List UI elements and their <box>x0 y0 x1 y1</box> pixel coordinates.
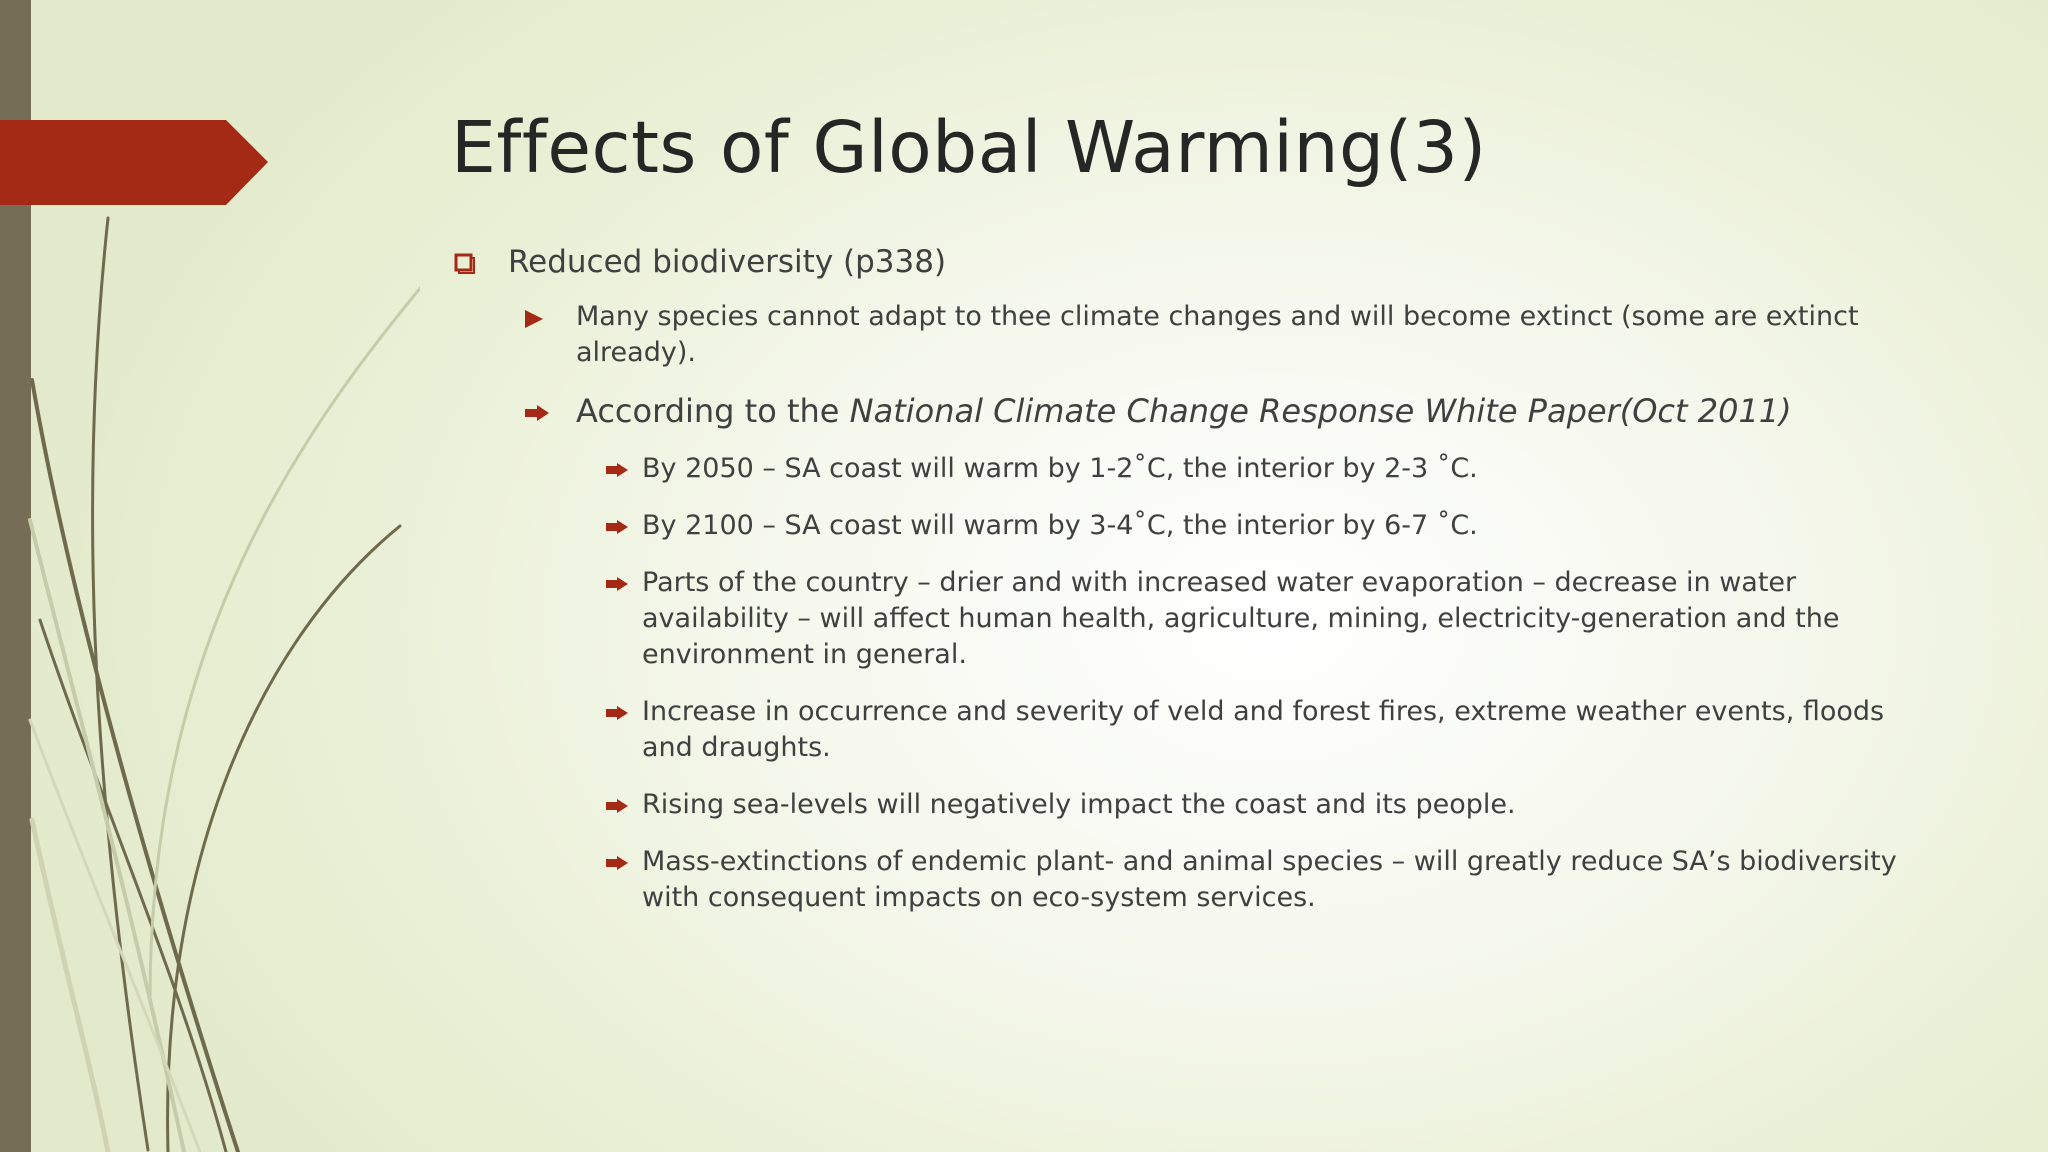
thick-arrow-icon <box>524 404 550 422</box>
bullet-level3 <box>451 565 1931 673</box>
thick-arrow-icon <box>605 798 629 814</box>
bullet-text: By 2100 – SA coast will warm by 3-4˚C, the interior by 6-7 ˚C. <box>642 510 1478 541</box>
bullet-level2 <box>451 299 1931 371</box>
hollow-square-icon <box>454 253 476 275</box>
thick-arrow-icon <box>605 855 629 871</box>
triangle-arrow-icon <box>524 309 544 329</box>
slide-content <box>451 243 1931 937</box>
title-accent-arrow <box>0 0 280 210</box>
bullet-text: By 2050 – SA coast will warm by 1-2˚C, the interior by 2-3 ˚C. <box>642 453 1478 484</box>
bullet-level3 <box>451 508 1931 544</box>
bullet-text: Increase in occurrence and severity of veld and forest fires, extreme weather events, floods and draughts. <box>642 696 1885 763</box>
bullet-level3 <box>451 451 1931 487</box>
bullet-level2 <box>451 391 1931 431</box>
bullet-text: Mass-extinctions of endemic plant- and animal species – will greatly reduce SA’s biodiversity with consequent impacts on eco-system services. <box>642 846 1897 913</box>
bullet-text: Many species cannot adapt to thee climate changes and will become extinct (some are extinct already). <box>576 301 1859 368</box>
bullet-text-prefix: According to the <box>576 392 850 430</box>
bullet-text: Parts of the country – drier and with increased water evaporation – decrease in water availability – will affect human health, agriculture, mining, electricity-generation and the environment in general. <box>642 567 1840 670</box>
slide-title: Effects of Global Warming(3) <box>451 106 1487 189</box>
bullet-text: Rising sea-levels will negatively impact the coast and its people. <box>642 789 1516 820</box>
thick-arrow-icon <box>605 705 629 721</box>
bullet-text: Reduced biodiversity (p338) <box>508 244 947 280</box>
bullet-level3 <box>451 694 1931 766</box>
bullet-level3 <box>451 844 1931 916</box>
bullet-text <box>576 391 1931 431</box>
thick-arrow-icon <box>605 462 629 478</box>
thick-arrow-icon <box>605 519 629 535</box>
white-paper-title: National Climate Change Response White Paper(Oct 2011) <box>849 392 1792 430</box>
bullet-level3 <box>451 787 1931 823</box>
bullet-level1 <box>451 243 1931 281</box>
thick-arrow-icon <box>605 576 629 592</box>
